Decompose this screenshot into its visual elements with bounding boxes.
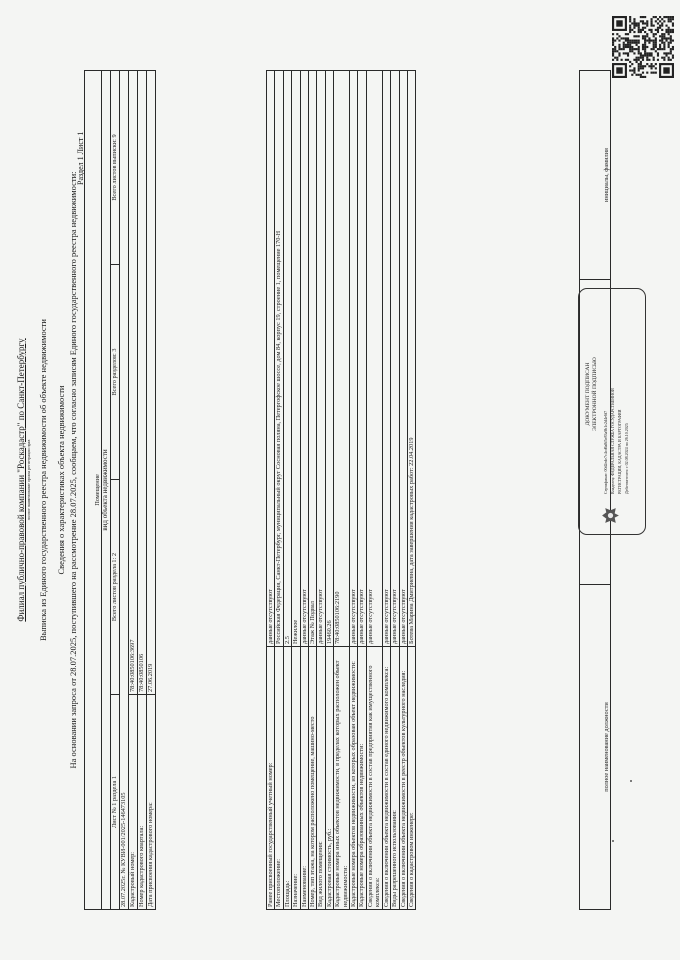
- details-row: [366, 71, 382, 910]
- sections-total: Всего разделов: 3: [111, 265, 120, 480]
- details-value: данные отсутствуют: [399, 71, 407, 647]
- summary-table: [84, 70, 156, 910]
- details-value: данные отсутствуют: [350, 71, 358, 647]
- stamp-title: ДОКУМЕНТ ПОДПИСАН: [585, 362, 591, 426]
- details-row: [407, 71, 415, 910]
- object-type: Помещение: [85, 71, 102, 910]
- electronic-signature-stamp: [578, 288, 646, 535]
- details-label: Кадастровые номера образованных объектов недвижимости:: [358, 647, 366, 910]
- details-row: [358, 71, 366, 910]
- details-row: [267, 71, 275, 910]
- details-label: Номер, тип этажа, на котором расположено помещение, машино-место: [309, 647, 317, 910]
- details-value: данные отсутствуют: [366, 71, 382, 647]
- summary-value: 78:40:0850106:3697: [129, 71, 138, 695]
- details-row: [399, 71, 407, 910]
- details-label: Местоположение:: [275, 647, 283, 910]
- request-line: На основании запроса от 28.07.2025, поступившего на рассмотрение 28.07.2025, сообщаем, что согласно записям Единого государственного реестра недвижимости:: [68, 171, 78, 769]
- details-value: Ботева Марина Дмитриевна, дата завершения кадастровых работ: 22.04.2019: [407, 71, 415, 647]
- name-caption: [580, 71, 611, 280]
- document-title: Выписка из Единого государственного реестра недвижимости об объекте недвижимости: [38, 319, 48, 641]
- stamp-line: Владелец: ФЕДЕРАЛЬНАЯ СЛУЖБА ГОСУДАРСТВЕННОЙ: [610, 388, 615, 494]
- summary-label: Номер кадастрового квартала:: [138, 695, 147, 910]
- details-row: [317, 71, 325, 910]
- position-caption-text: полное наименование должности: [602, 702, 610, 792]
- details-label: Сведения о кадастровом инженере:: [407, 647, 415, 910]
- details-row: [382, 71, 390, 910]
- details-label: Вид жилого помещения:: [317, 647, 325, 910]
- details-value: Российская Федерация, Санкт-Петербург, муниципальный округ Сосновая поляна, Петергофское шоссе, дом 84, корпус 19, строение 1, помещение 170-Н: [275, 71, 283, 647]
- details-row: [300, 71, 308, 910]
- qr-code-icon: [612, 16, 674, 78]
- details-table: [266, 70, 416, 910]
- details-label: Сведения о включении объекта недвижимости в состав единого недвижимого комплекса:: [382, 647, 390, 910]
- details-row: [334, 71, 350, 910]
- section-label: Раздел 1 Лист 1: [76, 131, 85, 185]
- details-value: данные отсутствуют: [300, 71, 308, 647]
- details-value: Нежилое: [292, 71, 300, 647]
- summary-value: 27.06.2019: [147, 71, 156, 695]
- details-label: Наименование:: [300, 647, 308, 910]
- details-row: [350, 71, 358, 910]
- details-label: Сведения о включении объекта недвижимости в состав предприятия как имущественного комплекса:: [366, 647, 382, 910]
- summary-value: 78:40:0850106: [138, 71, 147, 695]
- sheet-label: Лист № 1 раздела 1: [111, 695, 120, 910]
- scan-speck: [630, 780, 632, 782]
- details-value: 19460.26: [325, 71, 333, 647]
- stamp-line: РЕГИСТРАЦИИ, КАДАСТРА И КАРТОГРАФИИ: [617, 409, 622, 494]
- object-type-caption: вид объекта недвижимости: [102, 71, 111, 910]
- stamp-line: Действителен: с 02.08.2024 по 26.10.2025: [624, 423, 629, 494]
- details-label: Кадастровая стоимость, руб.:: [325, 647, 333, 910]
- info-title: Сведения о характеристиках объекта недвижимости: [56, 385, 66, 575]
- details-row: [325, 71, 333, 910]
- stamp-line: Сертификат: 00d2ede7c4cd6a8f5e83a9b1c2d4e6f7: [603, 410, 608, 494]
- summary-label: Дата присвоения кадастрового номера:: [147, 695, 156, 910]
- details-value: данные отсутствуют: [267, 71, 275, 647]
- summary-label: Кадастровый номер:: [129, 695, 138, 910]
- details-label: Кадастровые номера иных объектов недвижимости, в пределах которых расположен объект недвижимости:: [334, 647, 350, 910]
- details-label: Назначение:: [292, 647, 300, 910]
- date-number: 28.07.2025г. № КУВИ-001/2025-146473105: [120, 71, 129, 910]
- details-row: [283, 71, 291, 910]
- position-caption: [580, 585, 611, 910]
- stamp-subtitle: ЭЛЕКТРОННОЙ ПОДПИСЬЮ: [592, 357, 598, 431]
- details-value: Этаж № Подвал: [309, 71, 317, 647]
- details-row: [309, 71, 317, 910]
- details-value: данные отсутствуют: [358, 71, 366, 647]
- details-value: 2.5: [283, 71, 291, 647]
- details-value: данные отсутствуют: [382, 71, 390, 647]
- details-value: 78:40:0850106:2190: [334, 71, 350, 647]
- details-value: данные отсутствуют: [317, 71, 325, 647]
- details-label: Кадастровые номера объектов недвижимости, из которых образован объект недвижимости:: [350, 647, 358, 910]
- org-name: Филиал публично-правовой компании "Роскадастр" по Санкт-Петербургу: [16, 338, 26, 622]
- coat-of-arms-icon: [600, 505, 621, 526]
- details-row: [292, 71, 300, 910]
- details-row: [391, 71, 399, 910]
- details-label: Площадь:: [283, 647, 291, 910]
- org-caption: полное наименование органа регистрации прав: [26, 439, 31, 521]
- scan-speck: [612, 840, 614, 842]
- details-label: Сведения о включении объекта недвижимости в реестр объектов культурного наследия:: [399, 647, 407, 910]
- section-sheets: Всего листов раздела 1: 2: [111, 480, 120, 695]
- name-caption-text: инициалы, фамилия: [602, 148, 610, 202]
- details-value: данные отсутствуют: [391, 71, 399, 647]
- details-label: Виды разрешенного использования:: [391, 647, 399, 910]
- details-label: Ранее присвоенный государственный учетный номер:: [267, 647, 275, 910]
- details-row: [275, 71, 283, 910]
- sheets-total: Всего листов выписки: 9: [111, 71, 120, 265]
